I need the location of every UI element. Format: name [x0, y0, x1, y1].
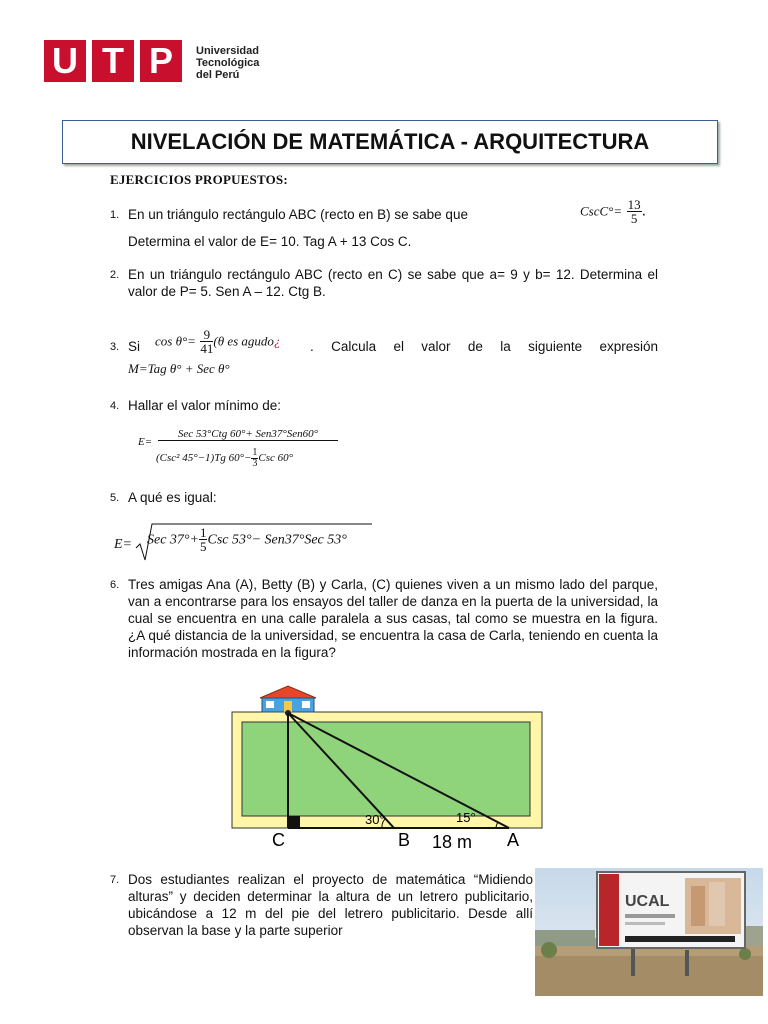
point-a-label: A [507, 830, 520, 850]
den-fraction-den: 3 [252, 458, 258, 469]
formula-part1: Sec 37°+ [147, 532, 199, 548]
title-box [62, 120, 718, 164]
point-b-label: B [398, 830, 411, 850]
exercise-1-line1: En un triángulo rectángulo ABC (recto en B) se sabe que [128, 207, 468, 222]
fraction-numerator: 9 [200, 328, 213, 342]
exercise-1-number: 1. [110, 209, 120, 221]
formula-lhs: E= [138, 436, 153, 448]
denominator-part2: Csc 60° [258, 452, 294, 465]
csc-c-expr: CscC°= [580, 203, 623, 219]
fraction-numerator: 13 [627, 197, 641, 212]
exercise-4-text: Hallar el valor mínimo de: [128, 398, 282, 413]
logo-letter-t: T [92, 40, 134, 82]
right-angle-marker [288, 816, 300, 828]
exercise-2-text: En un triángulo rectángulo ABC (recto en C) se sabe que a= 9 y b= 12. Determina el valor de P= 5. Sen A – 12. Ctg B. [128, 267, 658, 299]
exercise-7-number: 7. [110, 874, 120, 886]
formula-numerator: Sec 53°Ctg 60°+ Sen37°Sen60° [158, 428, 338, 441]
formula-lhs: E= [114, 537, 132, 552]
billboard-photo [535, 868, 763, 996]
cos-theta-expr: cos θ°= [155, 333, 196, 349]
park-area [242, 722, 530, 816]
logo-letter-p: P [140, 40, 182, 82]
exercise-3-line1-rest: . Calcula el valor de la siguiente expresión [310, 339, 658, 354]
exercise-5-formula [114, 520, 384, 564]
logo-letter-u: U [44, 40, 86, 82]
billboard-brand: UCAL [625, 893, 670, 910]
exercise-4-number: 4. [110, 400, 120, 412]
exercise-1-formula: CscC°= $\frac{13}{5}$ . [580, 197, 647, 226]
section-heading: EJERCICIOS PROPUESTOS: [110, 172, 288, 187]
exercise-7-text: Dos estudiantes realizan el proyecto de matemática “Midiendo alturas” y deciden determinar la altura de un letrero publicitario, ubicándose a 12 m del pie del letrero publicitario. Desde allí observan la base y la parte superior [128, 872, 533, 938]
den-fraction-num: 1 [252, 447, 258, 458]
exercise-3-formula [155, 328, 280, 355]
exercise-1-line2: Determina el valor de E= 10. Tag A + 13 Cos C. [128, 234, 412, 249]
university-line-2: Tecnológica [196, 57, 260, 69]
university-building-icon [260, 686, 316, 712]
angle-b-label: 30° [365, 812, 385, 827]
exercise-5-text: A qué es igual: [128, 490, 217, 505]
exercise-2-number: 2. [110, 269, 120, 281]
university-line-3: del Perú [196, 69, 240, 81]
university-name [196, 45, 276, 81]
formula-denominator [156, 448, 293, 469]
exercise-5-number: 5. [110, 492, 120, 504]
theta-acute-note: (θ es agudo [213, 333, 274, 349]
fraction-denominator: 5 [630, 211, 638, 226]
point-c-label: C [272, 830, 285, 850]
distance-label: 18 m [432, 832, 473, 852]
fraction-denominator: 5 [199, 539, 207, 554]
inverted-question-mark: ¿ [273, 333, 281, 349]
park-figure [228, 682, 550, 852]
fraction-denominator: 41 [200, 341, 214, 356]
fraction-numerator: 1 [199, 525, 207, 540]
page-title: NIVELACIÓN DE MATEMÁTICA - ARQUITECTURA [130, 129, 650, 154]
exercise-3-si: Si [128, 339, 141, 354]
denominator-part1: (Csc² 45°−1)Tg 60°− [156, 452, 252, 465]
exercise-6-text: Tres amigas Ana (A), Betty (B) y Carla, (C) quienes viven a un mismo lado del parque, van a encontrarse para los ensayos del taller de danza en la puerta de la universidad, la cual se encuentra en una calle paralela a sus casas, tal como se muestra en la figura. ¿A qué distancia de la universidad, se encuentra la casa de Carla, teniendo en cuenta la información mostrada en la figura? [128, 577, 658, 660]
exercise-3-expression: M=Tag θ° + Sec θ° [128, 361, 230, 376]
exercise-6-number: 6. [110, 579, 120, 591]
angle-a-label: 15° [456, 810, 476, 825]
university-line-1: Universidad [196, 45, 259, 57]
exercise-3-number: 3. [110, 341, 120, 353]
formula-part2: Csc 53°− Sen37°Sec 53° [207, 532, 347, 548]
